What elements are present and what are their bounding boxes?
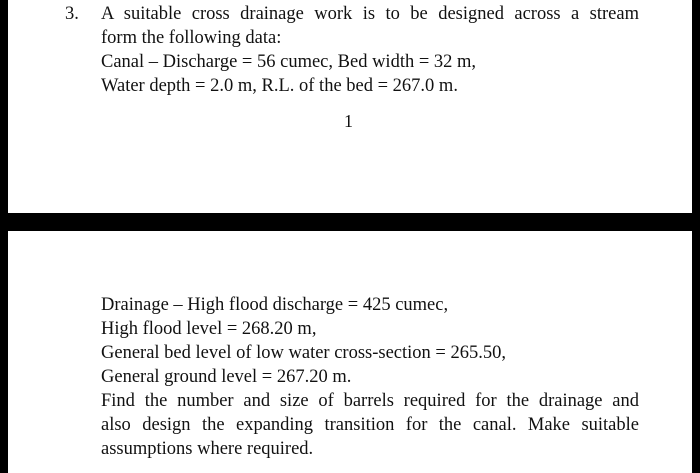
text-line: A suitable cross drainage work is to be designed across a stream [101, 4, 639, 24]
text-line: also design the expanding transition for the canal. Make suitable [101, 415, 639, 435]
question-text-top [101, 2, 639, 98]
text-line: assumptions where required. [101, 439, 314, 459]
text-line: form the following data: [101, 28, 282, 48]
text-line: High flood level = 268.20 m, [101, 319, 317, 339]
page-number: 1 [344, 111, 353, 131]
text-line: Drainage – High flood discharge = 425 cumec, [101, 295, 449, 315]
text-line: Water depth = 2.0 m, R.L. of the bed = 267.0 m. [101, 76, 458, 96]
page-bottom-section [8, 231, 692, 473]
text-line: General ground level = 267.20 m. [101, 367, 352, 387]
text-line: General bed level of low water cross-section = 265.50, [101, 343, 506, 363]
question-number: 3. [65, 4, 79, 24]
page-top-section [8, 0, 692, 213]
question-text-bottom [101, 293, 639, 461]
text-line: Canal – Discharge = 56 cumec, Bed width = 32 m, [101, 52, 477, 72]
text-line: Find the number and size of barrels required for the drainage and [101, 391, 639, 411]
